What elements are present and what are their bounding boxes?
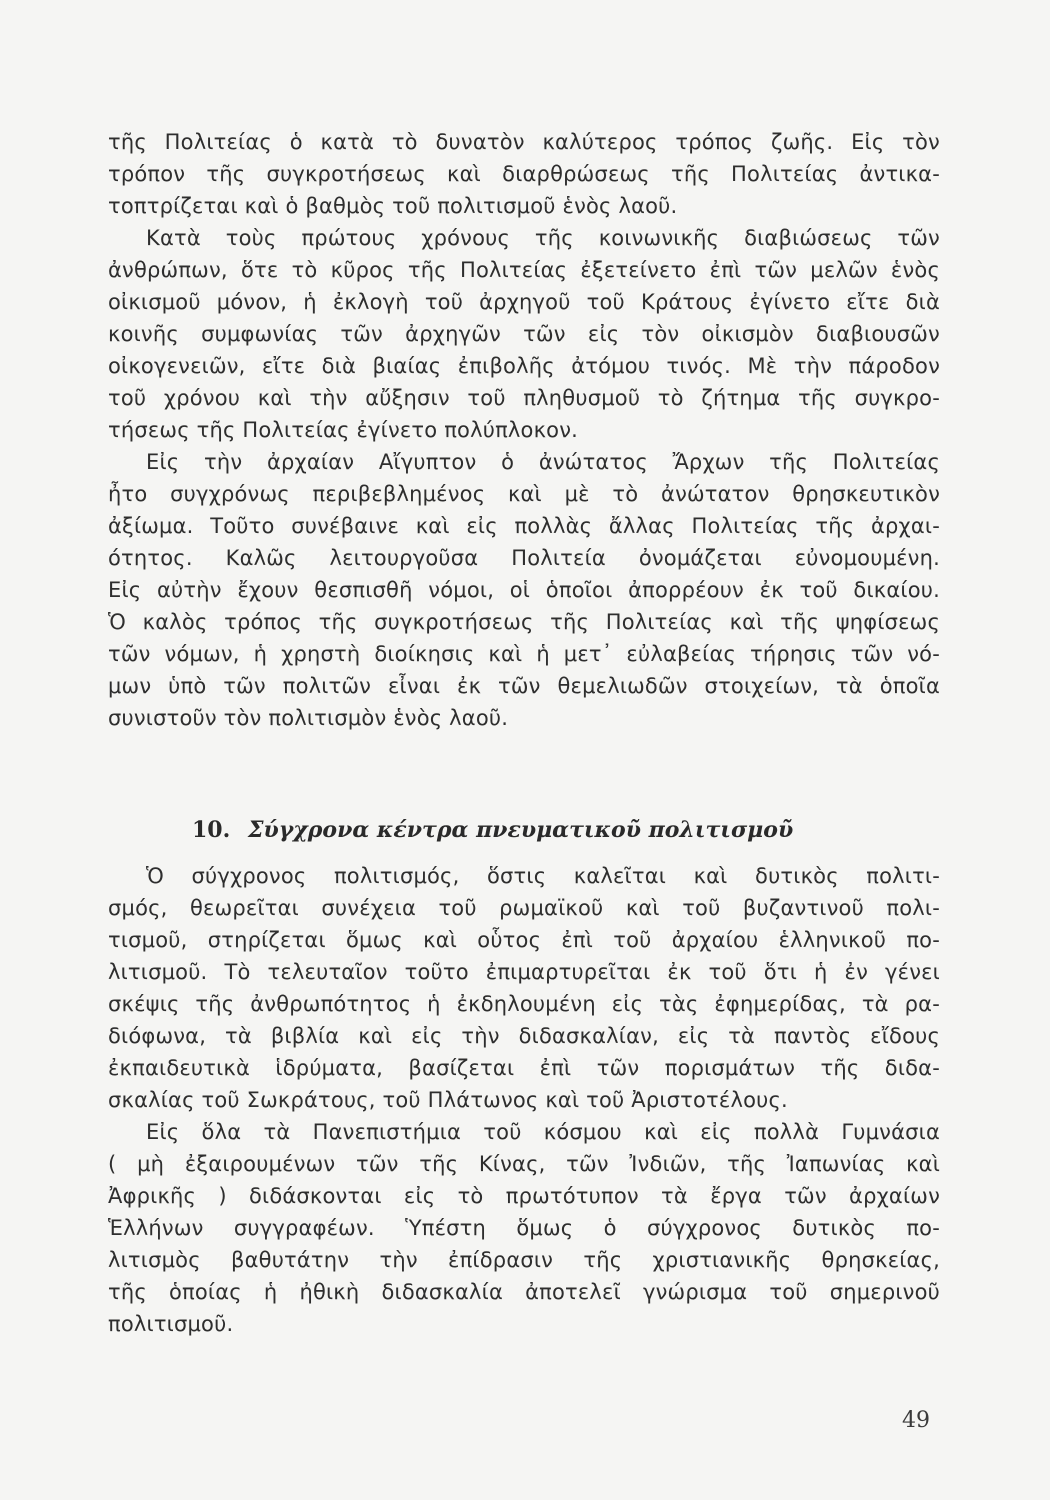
text-line: σκέψις τῆς ἀνθρωπότητος ἡ ἐκδηλουμένη εἰς τὰς ἐφημερίδας, τὰ ρα-: [108, 992, 940, 1016]
text-line: ἦτο συγχρόνως περιβεβλημένος καὶ μὲ τὸ ἀνώτατον θρησκευτικὸν: [108, 482, 940, 506]
text-line: πολιτισμοῦ.: [108, 1312, 234, 1336]
text-line: τήσεως τῆς Πολιτείας ἐγίνετο πολύπλοκον.: [108, 418, 579, 442]
text-line: τοπτρίζεται καὶ ὁ βαθμὸς τοῦ πολιτισμοῦ ἑνὸς λαοῦ.: [108, 194, 678, 218]
text-line: ότητος. Καλῶς λειτουργοῦσα Πολιτεία ὀνομάζεται εὐνομουμένη.: [108, 546, 940, 570]
text-line: Ἑλλήνων συγγραφέων. Ὑπέστη ὅμως ὁ σύγχρονος δυτικὸς πο-: [108, 1216, 940, 1240]
text-line: ἐκπαιδευτικὰ ἱδρύματα, βασίζεται ἐπὶ τῶν πορισμάτων τῆς διδα-: [108, 1056, 940, 1080]
text-line: ἀνθρώπων, ὅτε τὸ κῦρος τῆς Πολιτείας ἐξετείνετο ἐπὶ τῶν μελῶν ἑνὸς: [108, 258, 940, 282]
text-line: Εἰς τὴν ἀρχαίαν Αἴγυπτον ὁ ἀνώτατος Ἄρχων τῆς Πολιτείας: [146, 450, 940, 474]
section-number: 10.: [192, 817, 231, 843]
text-line: λιτισμοῦ. Τὸ τελευταῖον τοῦτο ἐπιμαρτυρεῖται ἐκ τοῦ ὅτι ἡ ἐν γένει: [108, 960, 940, 984]
text-line: Εἰς ὅλα τὰ Πανεπιστήμια τοῦ κόσμου καὶ εἰς πολλὰ Γυμνάσια: [146, 1120, 940, 1144]
text-line: σμός, θεωρεῖται συνέχεια τοῦ ρωμαϊκοῦ καὶ τοῦ βυζαντινοῦ πολι-: [108, 896, 940, 920]
text-line: σκαλίας τοῦ Σωκράτους, τοῦ Πλάτωνος καὶ τοῦ Ἀριστοτέλους.: [108, 1088, 788, 1112]
text-line: λιτισμὸς βαθυτάτην τὴν ἐπίδρασιν τῆς χριστιανικῆς θρησκείας,: [108, 1248, 940, 1272]
text-line: τῆς ὁποίας ἡ ἠθικὴ διδασκαλία ἀποτελεῖ γνώρισμα τοῦ σημερινοῦ: [108, 1280, 940, 1304]
text-line: διόφωνα, τὰ βιβλία καὶ εἰς τὴν διδασκαλίαν, εἰς τὰ παντὸς εἴδους: [108, 1024, 940, 1048]
text-line: τισμοῦ, στηρίζεται ὅμως καὶ οὗτος ἐπὶ τοῦ ἀρχαίου ἑλληνικοῦ πο-: [108, 928, 940, 952]
text-line: ἀξίωμα. Τοῦτο συνέβαινε καὶ εἰς πολλὰς ἄλλας Πολιτείας τῆς ἀρχαι-: [108, 514, 940, 538]
text-line: Εἰς αὐτὴν ἔχουν θεσπισθῆ νόμοι, οἱ ὁποῖοι ἀπορρέουν ἐκ τοῦ δικαίου.: [108, 578, 940, 602]
text-line: τῆς Πολιτείας ὁ κατὰ τὸ δυνατὸν καλύτερος τρόπος ζωῆς. Εἰς τὸν: [108, 130, 940, 154]
text-line: οἰκογενειῶν, εἴτε διὰ βιαίας ἐπιβολῆς ἀτόμου τινός. Μὲ τὴν πάροδον: [108, 354, 940, 378]
text-line: οἰκισμοῦ μόνον, ἡ ἐκλογὴ τοῦ ἀρχηγοῦ τοῦ Κράτους ἐγίνετο εἴτε διὰ: [108, 290, 940, 314]
page-number: 49: [902, 1408, 930, 1433]
body-text-section-1: [108, 126, 940, 734]
section-title: Σύγχρονα κέντρα πνευματικοῦ πολιτισμοῦ: [247, 817, 794, 843]
text-line: τοῦ χρόνου καὶ τὴν αὔξησιν τοῦ πληθυσμοῦ τὸ ζήτημα τῆς συγκρο-: [108, 386, 940, 410]
text-line: συνιστοῦν τὸν πολιτισμὸν ἑνὸς λαοῦ.: [108, 706, 509, 730]
text-line: Ὁ σύγχρονος πολιτισμός, ὅστις καλεῖται καὶ δυτικὸς πολιτι-: [146, 864, 940, 888]
text-line: κοινῆς συμφωνίας τῶν ἀρχηγῶν τῶν εἰς τὸν οἰκισμὸν διαβιουσῶν: [108, 322, 940, 346]
text-line: ( μὴ ἐξαιρουμένων τῶν τῆς Κίνας, τῶν Ἰνδιῶν, τῆς Ἰαπωνίας καὶ: [108, 1152, 940, 1176]
body-text-section-2: [108, 860, 940, 1340]
text-line: μων ὑπὸ τῶν πολιτῶν εἶναι ἐκ τῶν θεμελιωδῶν στοιχείων, τὰ ὁποῖα: [108, 674, 940, 698]
text-line: Ὁ καλὸς τρόπος τῆς συγκροτήσεως τῆς Πολιτείας καὶ τῆς ψηφίσεως: [108, 610, 940, 634]
text-line: Ἀφρικῆς ) διδάσκονται εἰς τὸ πρωτότυπον τὰ ἔργα τῶν ἀρχαίων: [108, 1184, 940, 1208]
text-line: τῶν νόμων, ἡ χρηστὴ διοίκησις καὶ ἡ μετ᾽ εὐλαβείας τήρησις τῶν νό-: [108, 642, 940, 666]
section-heading: [192, 812, 952, 848]
text-line: τρόπον τῆς συγκροτήσεως καὶ διαρθρώσεως τῆς Πολιτείας ἀντικα-: [108, 162, 940, 186]
text-line: Κατὰ τοὺς πρώτους χρόνους τῆς κοινωνικῆς διαβιώσεως τῶν: [146, 226, 940, 250]
